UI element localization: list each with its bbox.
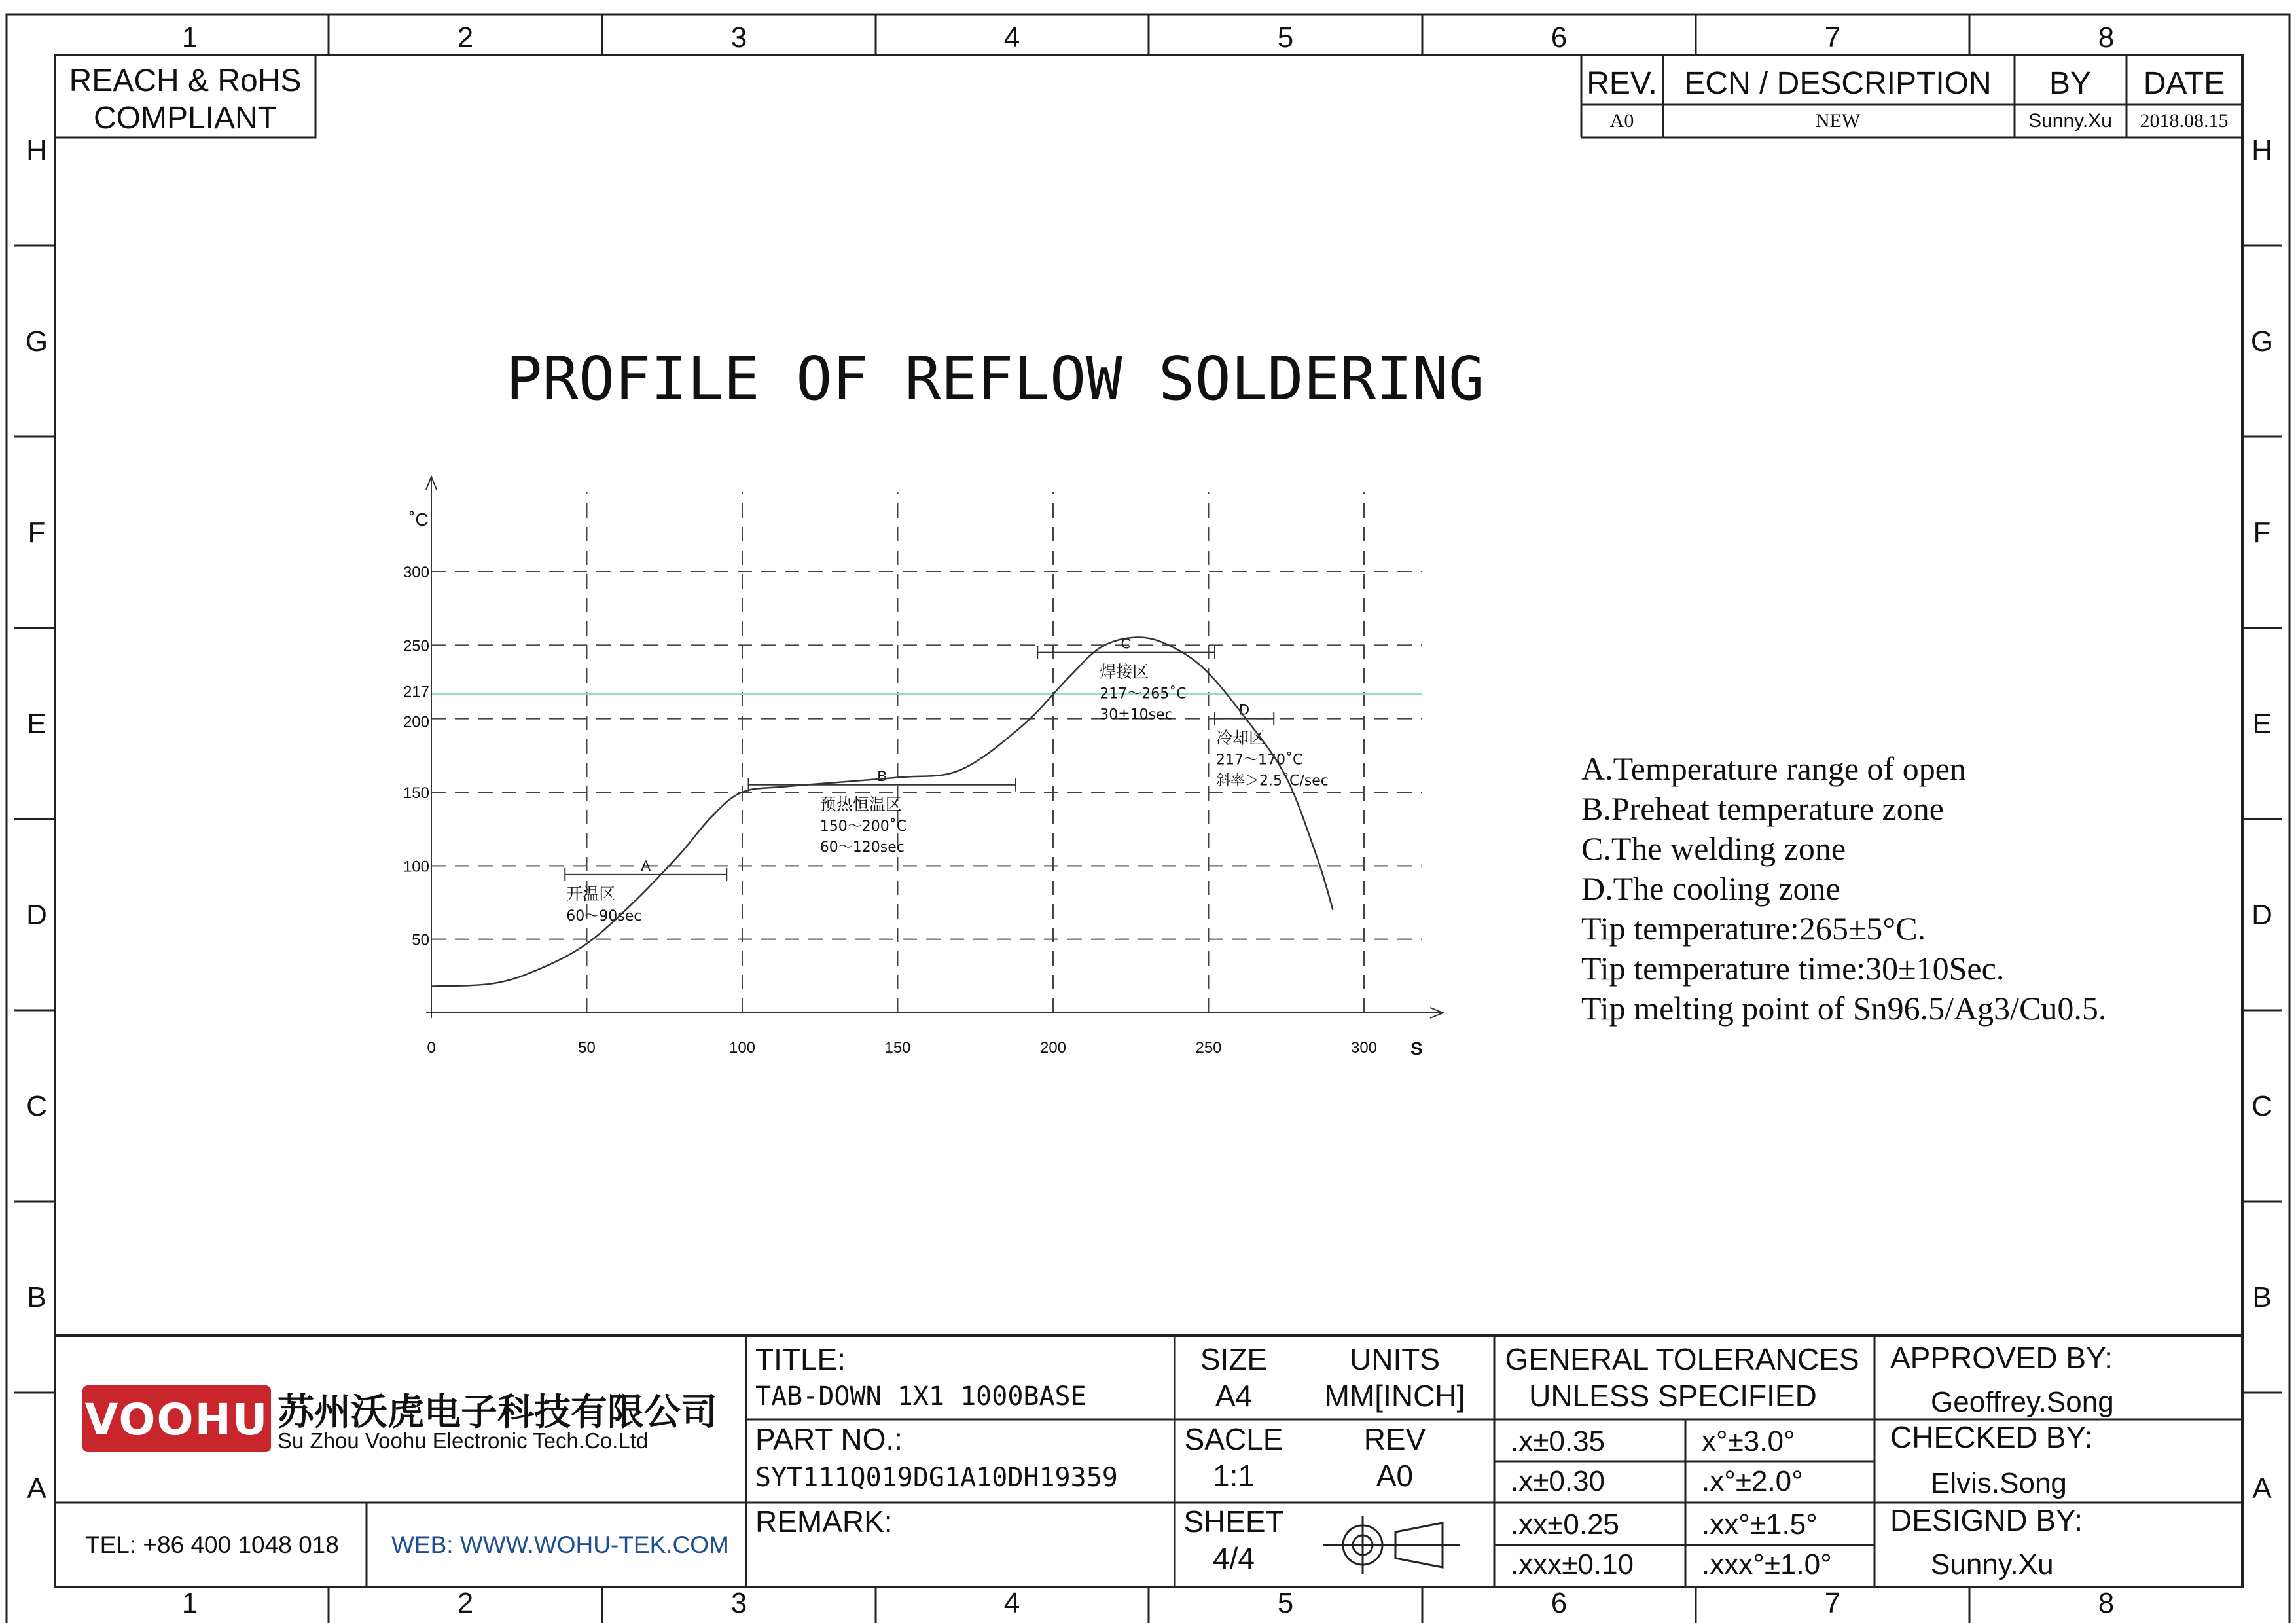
compliance-line-1: REACH & RoHS	[69, 64, 302, 98]
zone-row-label: H	[2251, 134, 2272, 166]
zone-letter: C	[1121, 635, 1132, 652]
rev-header: REV.	[1587, 66, 1657, 101]
y-tick-label: 217	[403, 683, 429, 701]
zone-column-label: 1	[181, 1587, 198, 1619]
y-tick-label: 150	[403, 784, 429, 802]
y-axis-label: ˚C	[409, 509, 429, 530]
compliance-line-2: COMPLIANT	[93, 101, 278, 136]
title-label: TITLE:	[755, 1342, 846, 1376]
date-header: DATE	[2143, 66, 2225, 101]
zone-column-label: 6	[1551, 1587, 1568, 1619]
tolerance-heading-2: UNLESS SPECIFIED	[1529, 1379, 1817, 1413]
zone-row-label: G	[2250, 325, 2274, 357]
part-number-value: SYT111Q019DG1A10DH19359	[755, 1463, 1118, 1493]
ecn-header: ECN / DESCRIPTION	[1684, 66, 1992, 101]
revision-table	[1581, 55, 2242, 137]
size-label: SIZE	[1200, 1342, 1268, 1376]
angular-tolerance: x°±3.0°	[1702, 1425, 1795, 1457]
zone-detail-2: 30±10sec	[1100, 706, 1173, 723]
zone-column-label: 2	[457, 1587, 474, 1619]
zone-row-label: C	[26, 1090, 47, 1122]
process-notes	[1581, 750, 2106, 1027]
reflow-chart	[403, 477, 1443, 1059]
y-tick-label: 250	[403, 637, 429, 655]
linear-tolerance: .x±0.35	[1511, 1425, 1605, 1457]
date-value: 2018.08.15	[2140, 110, 2229, 132]
zone-row-label: C	[2251, 1090, 2272, 1122]
x-tick-label: 0	[427, 1039, 436, 1057]
part-number-label: PART NO.:	[755, 1422, 903, 1456]
note-melting-point: Tip melting point of Sn96.5/Ag3/Cu0.5.	[1581, 990, 2107, 1027]
drawing-frame	[7, 14, 2289, 1623]
note-zone-d: D.The cooling zone	[1581, 870, 1840, 907]
zone-row-label: F	[2253, 517, 2271, 549]
tolerance-heading-1: GENERAL TOLERANCES	[1505, 1342, 1859, 1376]
chart-axes	[426, 477, 1443, 1018]
logo-text: VOOHU	[84, 1395, 269, 1445]
angular-tolerance: .x°±2.0°	[1702, 1465, 1803, 1497]
checked-by-value: Elvis.Song	[1931, 1467, 2067, 1499]
zone-row-label: G	[25, 325, 48, 357]
by-header: BY	[2049, 66, 2092, 101]
zone-name: 冷却区	[1216, 728, 1266, 748]
designed-by-label: DESIGND BY:	[1890, 1503, 2083, 1537]
zone-row-label: A	[27, 1472, 46, 1504]
zone-letter: B	[877, 767, 888, 784]
approved-by-label: APPROVED BY:	[1890, 1341, 2113, 1375]
note-zone-b: B.Preheat temperature zone	[1581, 790, 1944, 827]
units-value: MM[INCH]	[1324, 1379, 1465, 1413]
projection-symbol-icon	[1323, 1516, 1460, 1574]
zone-row-label: H	[26, 134, 47, 166]
rev-value-block: A0	[1376, 1459, 1414, 1493]
zone-detail-1: 150～200˚C	[819, 818, 907, 835]
x-tick-label: 300	[1350, 1039, 1378, 1057]
zone-row-label: B	[2252, 1281, 2272, 1313]
zone-row-label: E	[2252, 708, 2272, 740]
company-tel: TEL: +86 400 1048 018	[85, 1531, 339, 1558]
zone-detail-1: 217～170˚C	[1216, 752, 1303, 769]
zone-row-label: F	[27, 517, 46, 549]
title-block	[55, 1336, 2242, 1587]
zone-column-label: 6	[1551, 22, 1568, 54]
zone-row-label: D	[26, 899, 47, 931]
zone-column-label: 5	[1277, 22, 1294, 54]
zone-column-label: 3	[730, 1587, 747, 1619]
approved-by-value: Geoffrey.Song	[1931, 1386, 2114, 1418]
zone-name: 预热恒温区	[819, 794, 902, 814]
zone-detail-2: 斜率＞2.5˚C/sec	[1216, 773, 1329, 790]
x-tick-label: 50	[578, 1039, 596, 1057]
remark-label: REMARK:	[755, 1504, 893, 1539]
x-tick-label: 150	[884, 1039, 911, 1057]
zone-row-label: E	[27, 708, 46, 740]
angular-tolerance: .xxx°±1.0°	[1702, 1548, 1832, 1580]
zone-name: 焊接区	[1100, 662, 1149, 682]
zone-name: 开温区	[566, 884, 616, 903]
drawing-title: PROFILE OF REFLOW SOLDERING	[506, 344, 1485, 414]
y-tick-label: 200	[403, 713, 429, 731]
company-name-en: Su Zhou Voohu Electronic Tech.Co.Ltd	[278, 1429, 649, 1453]
zone-row-label: D	[2251, 899, 2272, 931]
sheet-label: SHEET	[1183, 1504, 1284, 1539]
zone-row-label: A	[2252, 1472, 2272, 1504]
zone-column-label: 4	[1003, 22, 1020, 54]
y-tick-label: 50	[412, 931, 429, 949]
zone-column-label: 7	[1824, 22, 1841, 54]
note-zone-c: C.The welding zone	[1581, 830, 1846, 867]
designed-by-value: Sunny.Xu	[1931, 1548, 2054, 1580]
linear-tolerance: .xx±0.25	[1511, 1508, 1620, 1541]
zone-letter: D	[1239, 701, 1250, 718]
zone-column-label: 3	[730, 22, 747, 54]
zone-column-label: 5	[1277, 1587, 1294, 1619]
zone-letter: A	[641, 857, 651, 874]
zone-column-label: 4	[1003, 1587, 1020, 1619]
ecn-value: NEW	[1815, 110, 1861, 132]
y-tick-label: 100	[403, 858, 429, 876]
zone-detail-1: 60～90sec	[566, 907, 642, 924]
note-zone-a: A.Temperature range of open	[1581, 750, 1966, 787]
size-value: A4	[1215, 1379, 1253, 1413]
by-value: Sunny.Xu	[2028, 110, 2112, 132]
sheet-value: 4/4	[1213, 1541, 1255, 1575]
x-axis-label: S	[1410, 1038, 1423, 1059]
units-label: UNITS	[1350, 1342, 1440, 1376]
zone-column-label: 8	[2098, 22, 2115, 54]
rev-value: A0	[1609, 110, 1634, 132]
rev-label: REV	[1363, 1422, 1426, 1456]
zone-detail-2: 60～120sec	[819, 839, 905, 856]
zone-column-label: 2	[457, 22, 474, 54]
angular-tolerance: .xx°±1.5°	[1702, 1508, 1818, 1541]
note-tip-temperature: Tip temperature:265±5°C.	[1581, 910, 1926, 947]
zone-column-label: 1	[181, 22, 198, 54]
scale-value: 1:1	[1213, 1459, 1255, 1493]
zone-column-label: 8	[2098, 1587, 2115, 1619]
company-web[interactable]: WEB: WWW.WOHU-TEK.COM	[391, 1531, 729, 1558]
company-logo	[82, 1385, 271, 1452]
linear-tolerance: .xxx±0.10	[1511, 1548, 1634, 1580]
title-value: TAB-DOWN 1X1 1000BASE	[755, 1381, 1086, 1412]
linear-tolerance: .x±0.30	[1511, 1465, 1605, 1497]
note-tip-time: Tip temperature time:30±10Sec.	[1581, 950, 2005, 987]
zone-column-label: 7	[1824, 1587, 1841, 1619]
compliance-box	[55, 55, 315, 137]
y-tick-label: 300	[403, 564, 429, 581]
scale-label: SACLE	[1184, 1422, 1283, 1456]
zone-row-label: B	[27, 1281, 46, 1313]
zone-detail-1: 217～265˚C	[1100, 685, 1187, 702]
checked-by-label: CHECKED BY:	[1890, 1420, 2093, 1454]
company-name-cn: 苏州沃虎电子科技有限公司	[278, 1391, 717, 1434]
x-tick-label: 200	[1039, 1039, 1067, 1057]
x-tick-label: 100	[728, 1039, 756, 1057]
x-tick-label: 250	[1195, 1039, 1222, 1057]
